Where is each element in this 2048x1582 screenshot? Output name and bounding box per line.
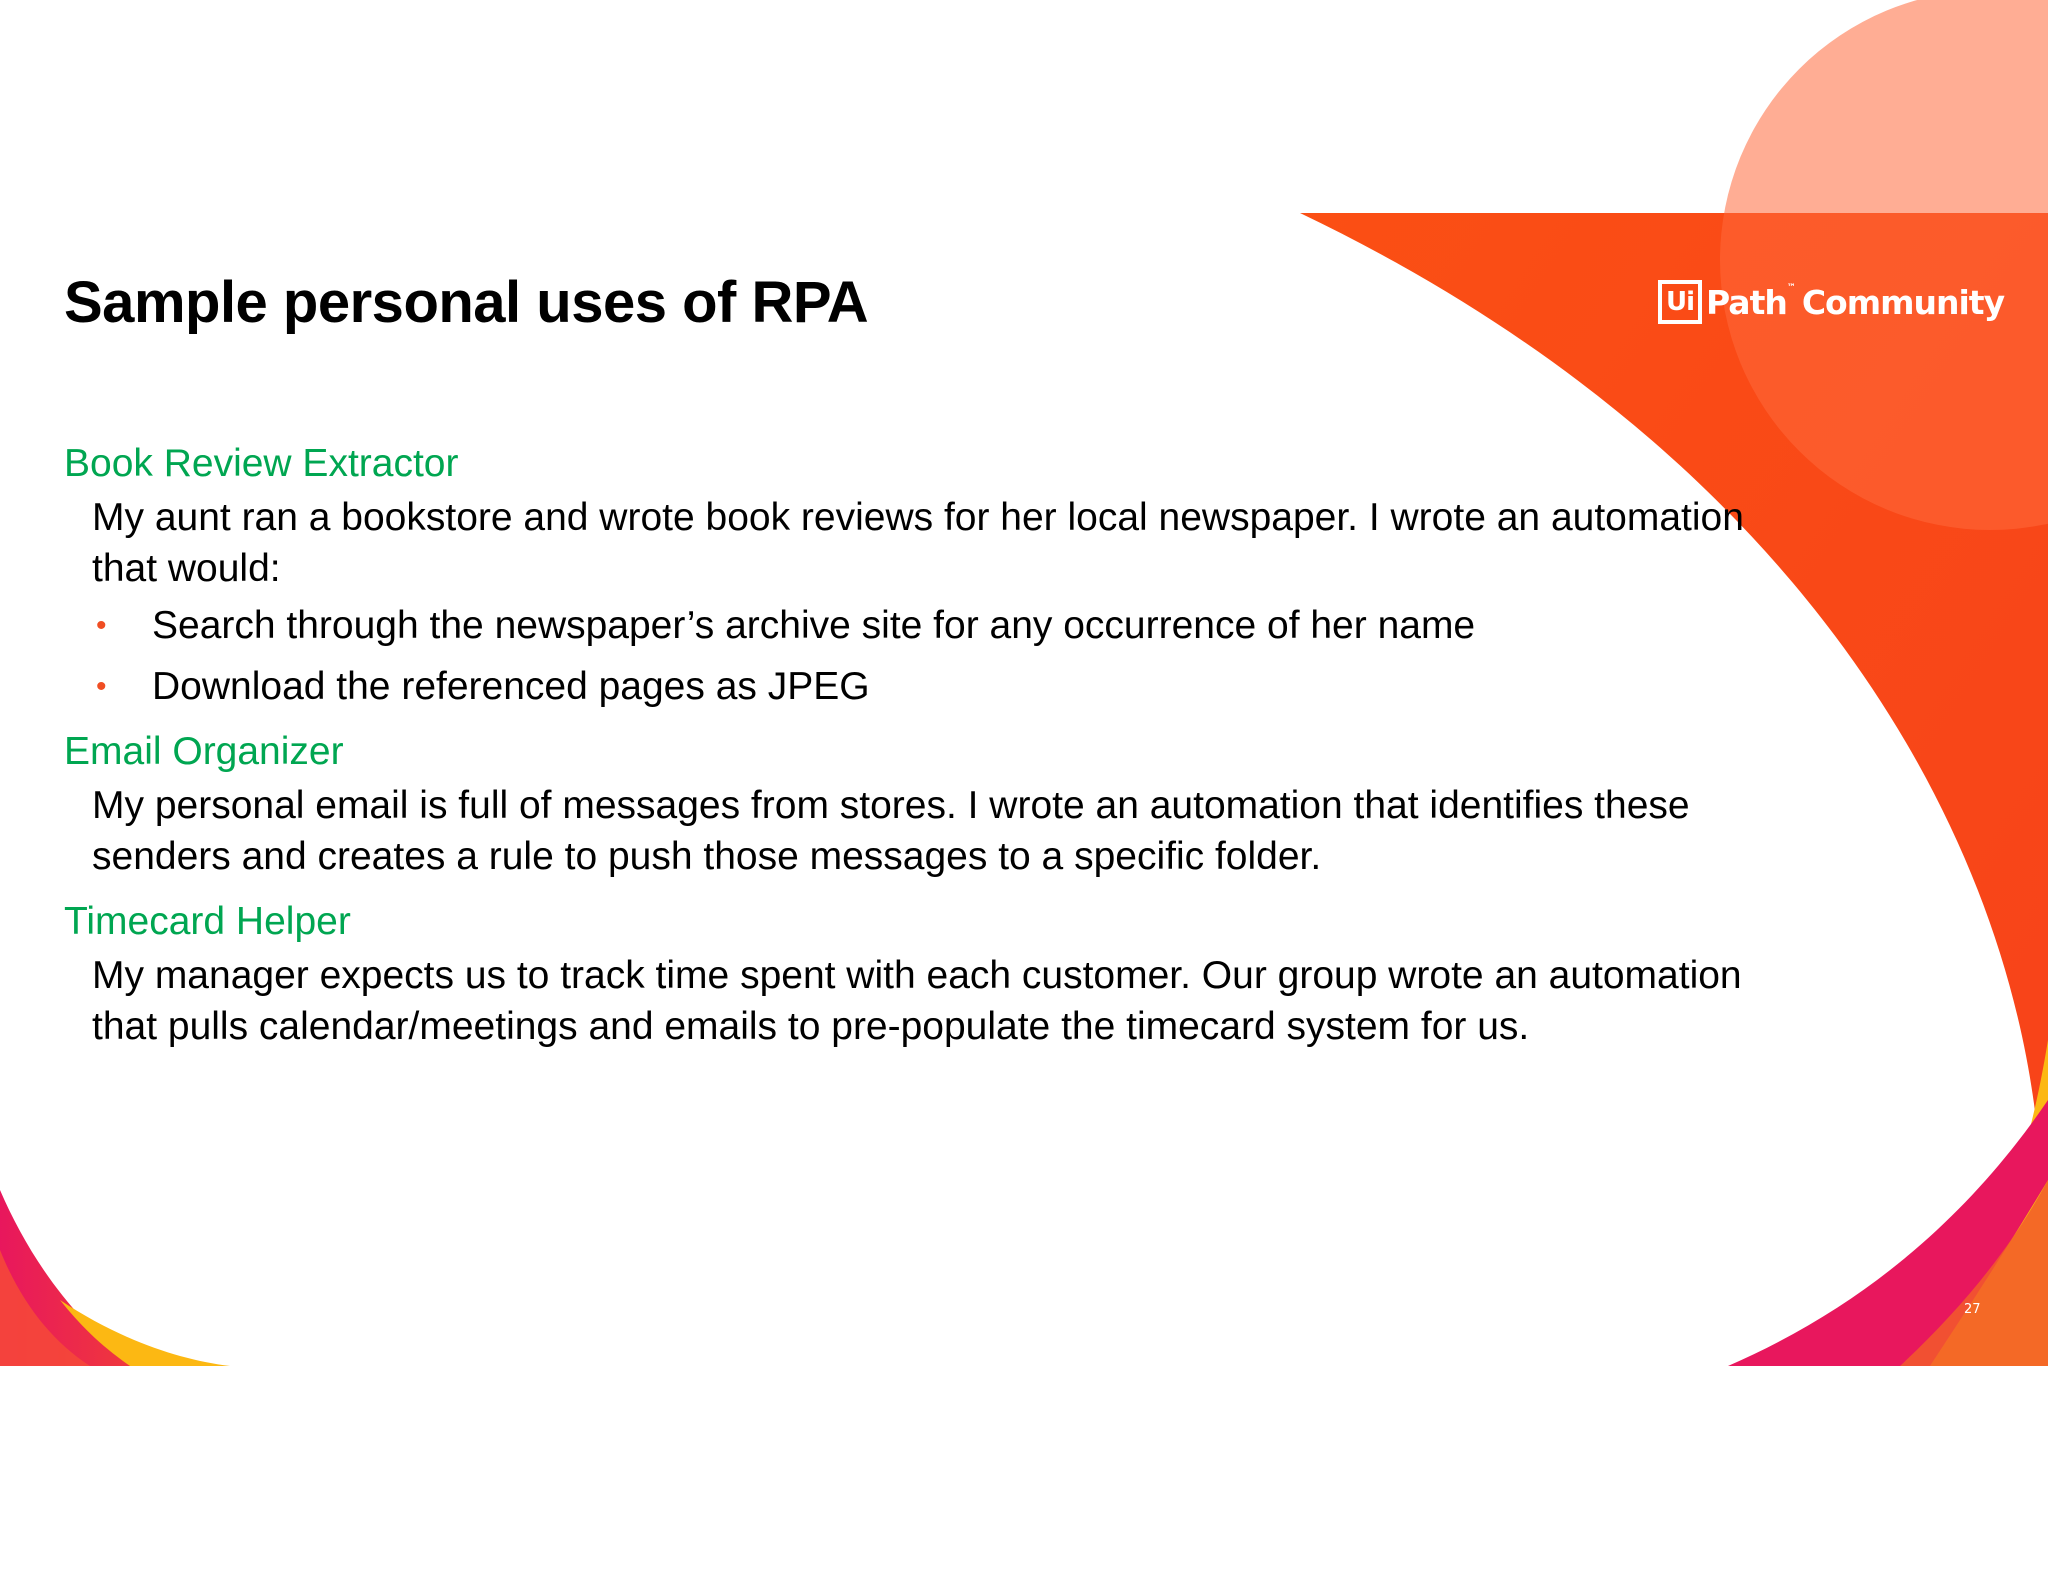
logo-trademark: ™ — [1786, 283, 1796, 293]
bullet-text: Search through the newspaper’s archive site for any occurrence of her name — [152, 604, 1476, 647]
bullet-icon: • — [96, 670, 107, 703]
section-heading: Book Review Extractor — [64, 442, 459, 485]
section-email-organizer — [64, 724, 1764, 882]
slide-title: Sample personal uses of RPA — [64, 270, 869, 335]
list-item — [92, 661, 1764, 712]
spacer — [64, 882, 1764, 894]
page-number: 27 — [1964, 1302, 1981, 1317]
uipath-community-logo — [1658, 275, 2004, 329]
section-heading: Timecard Helper — [64, 900, 351, 943]
section-paragraph: My aunt ran a bookstore and wrote book reviews for her local newspaper. I wrote an automation that would: — [92, 496, 1744, 590]
logo-ui-box: Ui — [1658, 280, 1702, 324]
section-timecard-helper — [64, 894, 1764, 1052]
slide-content — [64, 436, 1764, 1052]
bullet-icon: • — [96, 609, 107, 642]
logo-community-text: Community — [1801, 282, 2005, 322]
bullet-list — [92, 600, 1764, 712]
section-paragraph: My manager expects us to track time spent with each customer. Our group wrote an automation that pulls calendar/meetings and emails to pre-populate the timecard system for us. — [92, 954, 1742, 1048]
section-book-review-extractor — [64, 436, 1764, 712]
section-heading: Email Organizer — [64, 730, 344, 773]
bullet-text: Download the referenced pages as JPEG — [152, 665, 870, 708]
logo-path-text: Path — [1706, 282, 1787, 322]
list-item — [92, 600, 1764, 651]
section-paragraph: My personal email is full of messages from stores. I wrote an automation that identifies these senders and creates a rule to push those messages to a specific folder. — [92, 784, 1690, 878]
